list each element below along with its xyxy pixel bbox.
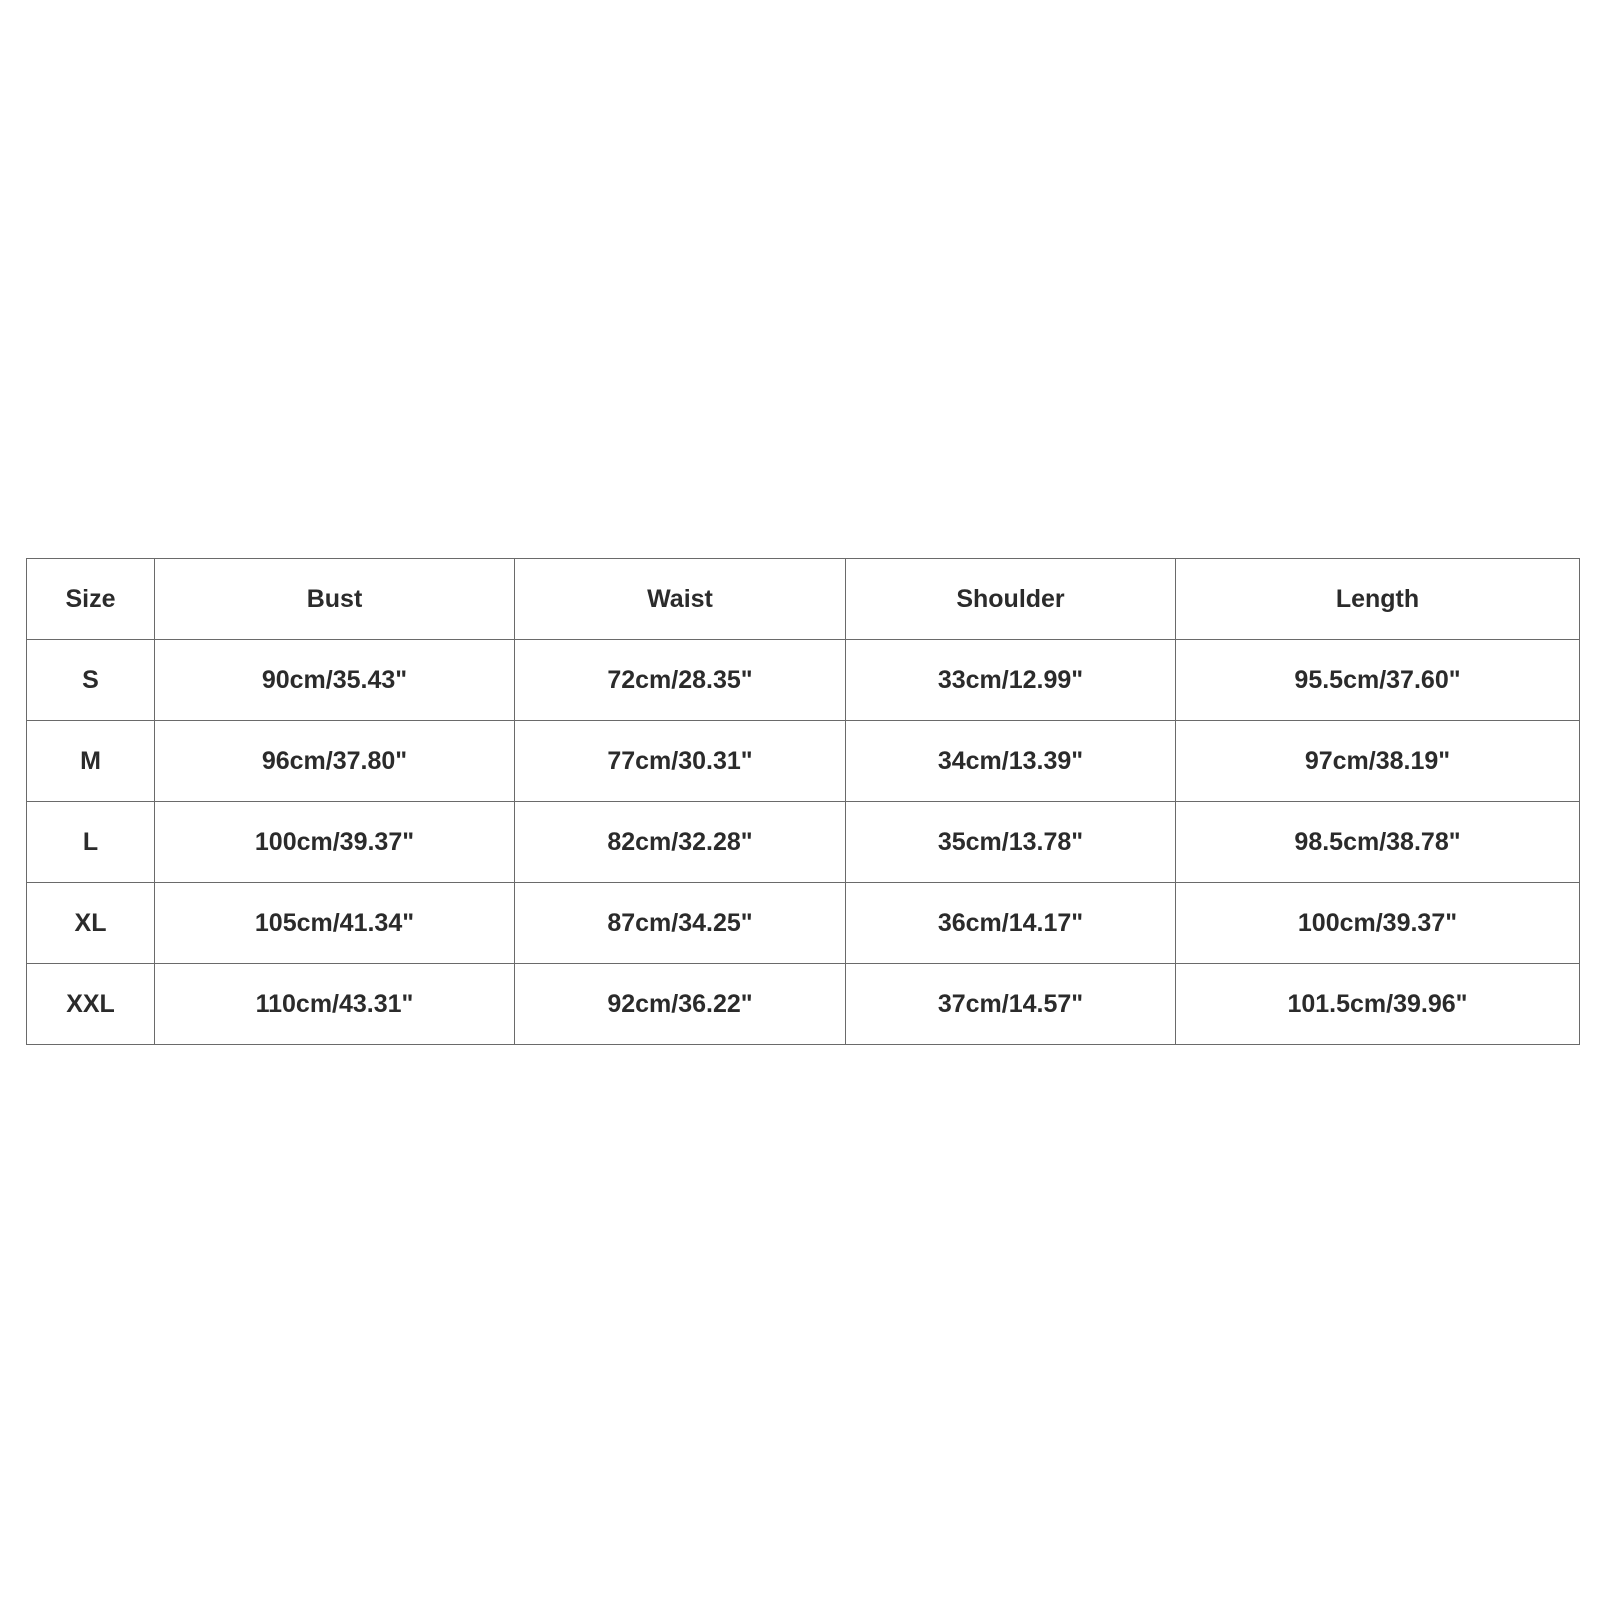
header-length: Length <box>1176 559 1580 640</box>
cell-waist: 82cm/32.28" <box>515 802 846 883</box>
cell-length: 100cm/39.37" <box>1176 883 1580 964</box>
cell-shoulder: 37cm/14.57" <box>846 964 1176 1045</box>
cell-size: M <box>27 721 155 802</box>
cell-waist: 87cm/34.25" <box>515 883 846 964</box>
cell-size: S <box>27 640 155 721</box>
cell-waist: 77cm/30.31" <box>515 721 846 802</box>
cell-bust: 110cm/43.31" <box>155 964 515 1045</box>
cell-waist: 72cm/28.35" <box>515 640 846 721</box>
table-row <box>27 964 1580 1045</box>
size-chart-table <box>26 558 1580 1045</box>
cell-shoulder: 33cm/12.99" <box>846 640 1176 721</box>
header-bust: Bust <box>155 559 515 640</box>
cell-length: 97cm/38.19" <box>1176 721 1580 802</box>
cell-bust: 105cm/41.34" <box>155 883 515 964</box>
cell-shoulder: 35cm/13.78" <box>846 802 1176 883</box>
cell-size: L <box>27 802 155 883</box>
cell-length: 95.5cm/37.60" <box>1176 640 1580 721</box>
cell-length: 101.5cm/39.96" <box>1176 964 1580 1045</box>
table-header-row <box>27 559 1580 640</box>
cell-length: 98.5cm/38.78" <box>1176 802 1580 883</box>
cell-bust: 96cm/37.80" <box>155 721 515 802</box>
table-row <box>27 802 1580 883</box>
cell-size: XL <box>27 883 155 964</box>
header-size: Size <box>27 559 155 640</box>
cell-shoulder: 36cm/14.17" <box>846 883 1176 964</box>
header-waist: Waist <box>515 559 846 640</box>
table-row <box>27 640 1580 721</box>
cell-waist: 92cm/36.22" <box>515 964 846 1045</box>
table-row <box>27 883 1580 964</box>
header-shoulder: Shoulder <box>846 559 1176 640</box>
cell-size: XXL <box>27 964 155 1045</box>
cell-bust: 100cm/39.37" <box>155 802 515 883</box>
cell-bust: 90cm/35.43" <box>155 640 515 721</box>
table-row <box>27 721 1580 802</box>
cell-shoulder: 34cm/13.39" <box>846 721 1176 802</box>
